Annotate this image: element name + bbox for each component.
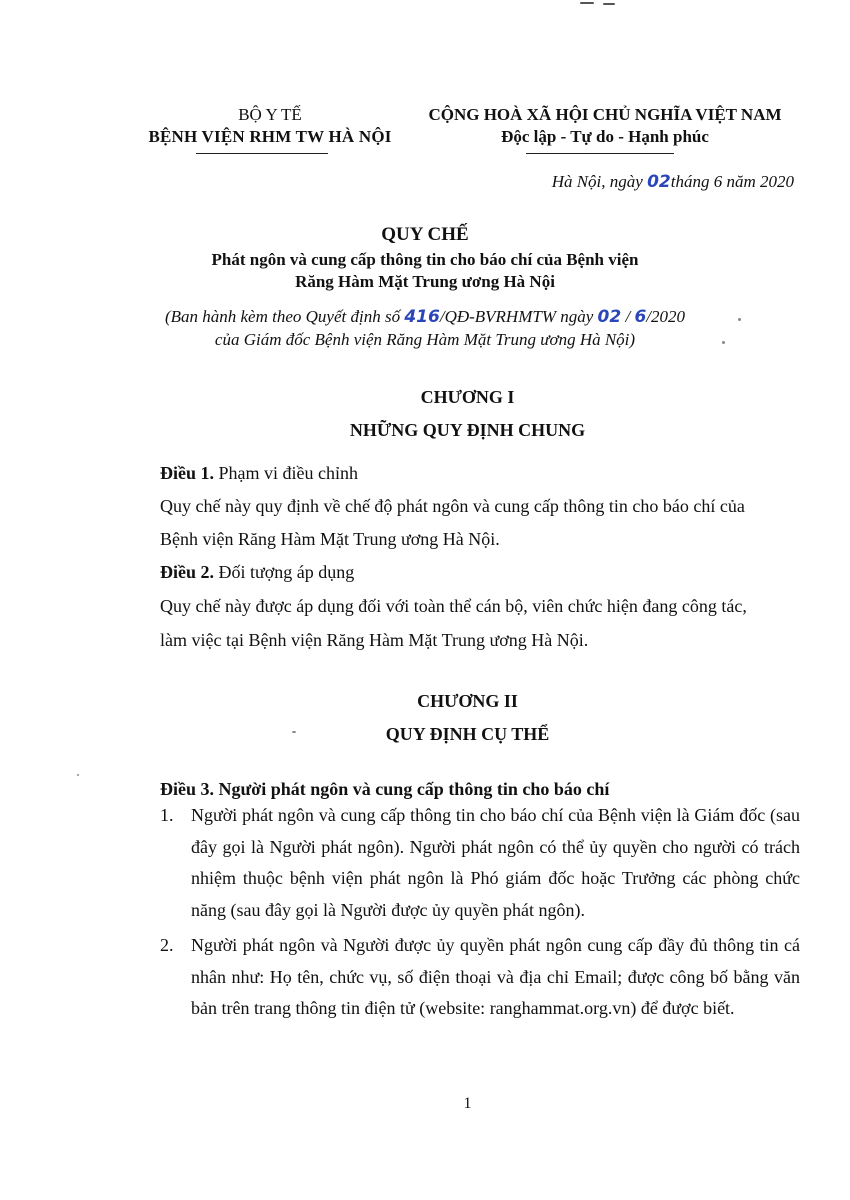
article1-label: Điều 1. — [160, 463, 214, 483]
list-item — [160, 800, 800, 926]
document-subtitle-line2: Răng Hàm Mặt Trung ương Hà Nội — [295, 272, 555, 291]
date-suffix: tháng 6 năm 2020 — [670, 172, 794, 191]
list-item-number: 1. — [160, 805, 174, 825]
article2-heading — [160, 559, 354, 585]
decision-text-b: /QĐ-BVRHMTW ngày — [439, 307, 598, 326]
hospital-name: BỆNH VIỆN RHM TW HÀ NỘI — [148, 127, 392, 146]
article1-title: Phạm vi điều chỉnh — [214, 463, 358, 483]
article3-heading: Điều 3. Người phát ngôn và cung cấp thông tin cho báo chí — [160, 779, 610, 799]
article1-line2: Bệnh viện Răng Hàm Mặt Trung ương Hà Nội. — [160, 529, 500, 549]
date-prefix: Hà Nội, ngày — [551, 172, 648, 191]
scan-speck — [738, 318, 741, 321]
chapter2-label: CHƯƠNG II — [417, 691, 518, 711]
date-day-handwritten: 02 — [647, 172, 671, 192]
decision-text-c: /2020 — [646, 307, 686, 326]
decision-reference-line1 — [0, 306, 850, 328]
decision-day-handwritten: 02 — [597, 307, 622, 327]
article2-line1: Quy chế này được áp dụng đối với toàn thể cán bộ, viên chức hiện đang công tác, — [160, 596, 747, 616]
list-item-text: Người phát ngôn và Người được ủy quyền phát ngôn cung cấp đầy đủ thông tin cá nhân như: Họ tên, chức vụ, số điện thoại và địa chỉ Email; được công bố bằng văn bản trên trang thông tin điện tử (website: ranghammat.org.vn) để được biết. — [191, 935, 800, 1018]
chapter1-label: CHƯƠNG I — [420, 387, 515, 407]
article2-line2: làm việc tại Bệnh viện Răng Hàm Mặt Trung ương Hà Nội. — [160, 630, 589, 650]
issue-date — [552, 171, 794, 193]
list-item — [160, 930, 800, 1025]
document-title: QUY CHẾ — [381, 224, 469, 245]
republic-name: CỘNG HOÀ XÃ HỘI CHỦ NGHĨA VIỆT NAM — [428, 105, 782, 124]
scan-speck — [580, 2, 594, 4]
page-number: 1 — [463, 1095, 472, 1112]
chapter1-name: NHỮNG QUY ĐỊNH CHUNG — [349, 420, 586, 440]
header-left-rule — [196, 153, 328, 154]
decision-text-a: (Ban hành kèm theo Quyết định số — [164, 307, 405, 326]
scan-speck — [292, 731, 296, 733]
list-item-text: Người phát ngôn và cung cấp thông tin cho báo chí của Bệnh viện là Giám đốc (sau đây gọi là Người phát ngôn). Người phát ngôn có thể ủy quyền cho người có trách nhiệm thuộc bệnh viện phát ngôn là Phó giám đốc hoặc Trưởng các phòng chức năng (sau đây gọi là Người được ủy quyền phát ngôn). — [191, 805, 800, 920]
article2-title: Đối tượng áp dụng — [214, 562, 355, 582]
header-right-rule — [526, 153, 674, 154]
decision-month-handwritten: 6 — [634, 307, 647, 327]
decision-slash: / — [621, 307, 635, 326]
article1-line1: Quy chế này quy định về chế độ phát ngôn và cung cấp thông tin cho báo chí của — [160, 496, 745, 516]
article2-label: Điều 2. — [160, 562, 214, 582]
scan-speck — [722, 341, 725, 344]
ministry-name: BỘ Y TẾ — [238, 105, 302, 124]
scan-speck — [77, 774, 79, 776]
list-item-number: 2. — [160, 935, 174, 955]
chapter2-name: QUY ĐỊNH CỤ THỂ — [385, 724, 550, 744]
national-motto: Độc lập - Tự do - Hạnh phúc — [501, 127, 709, 146]
document-subtitle-line1: Phát ngôn và cung cấp thông tin cho báo chí của Bệnh viện — [211, 250, 639, 269]
decision-reference-line2: của Giám đốc Bệnh viện Răng Hàm Mặt Trung ương Hà Nội) — [214, 330, 636, 349]
article3-list — [160, 800, 800, 1025]
scan-speck — [603, 3, 615, 5]
article1-heading — [160, 460, 358, 486]
decision-number-handwritten: 416 — [404, 307, 440, 327]
